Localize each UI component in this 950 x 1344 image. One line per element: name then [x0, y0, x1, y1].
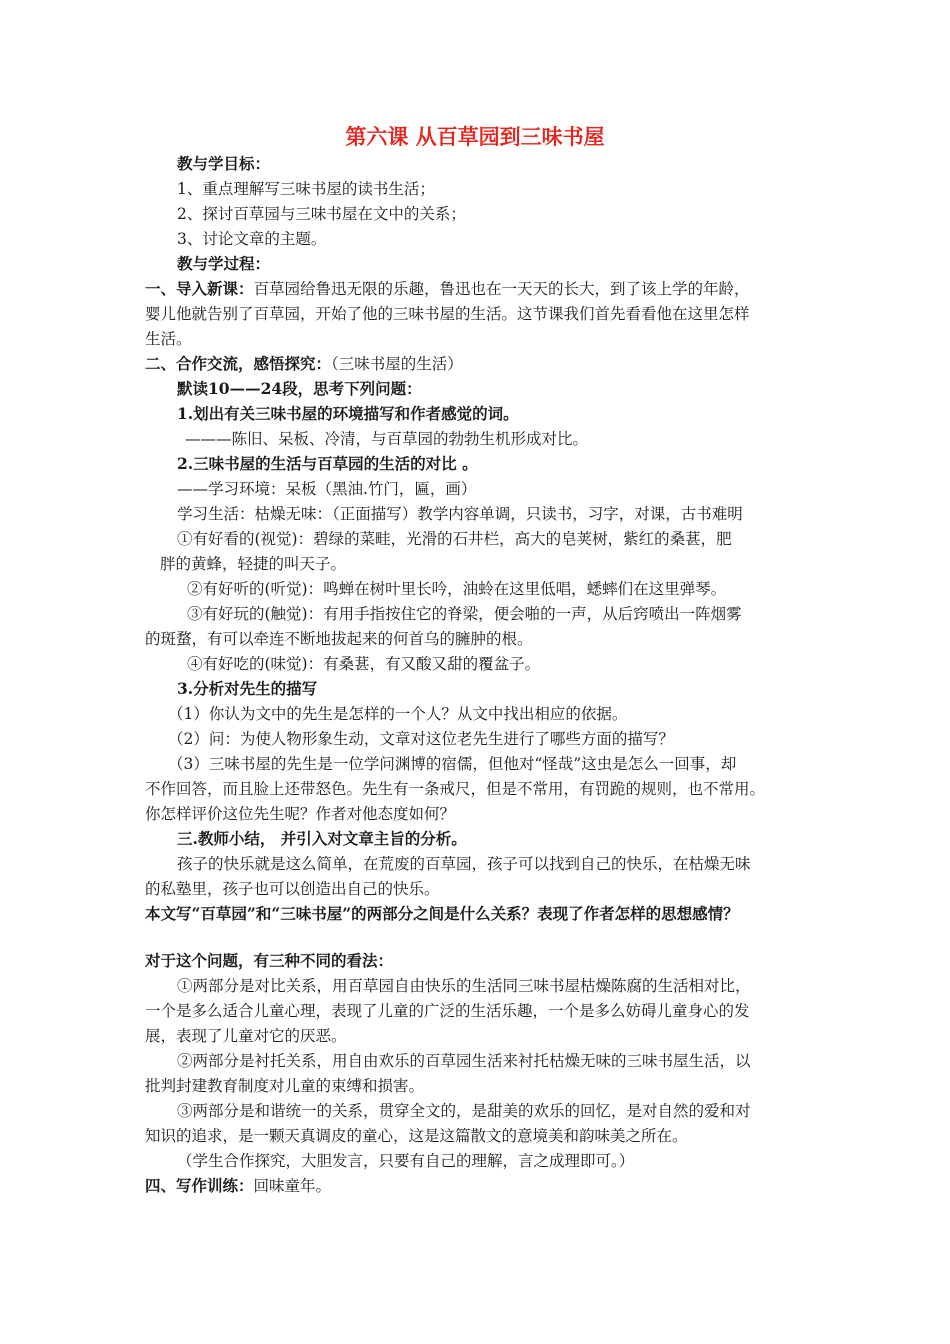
point-2: ②有好听的(听觉)：鸣蝉在树叶里长吟，油蛉在这里低唱，蟋蟀们在这里弹琴。	[187, 580, 727, 598]
summary-text: 孩子的快乐就是这么简单，在荒废的百草园，孩子可以找到自己的快乐，在枯燥无味	[177, 855, 751, 873]
question-2: 2.三味书屋的生活与百草园的生活的对比 。	[177, 454, 478, 473]
point-3: ③有好玩的(触觉)：有用手指按住它的脊梁，便会啪的一声，从后窍喷出一阵烟雾	[187, 605, 742, 623]
section-2-label: 二、合作交流，感悟探究：	[145, 354, 332, 373]
view-3: ③两部分是和谐统一的关系，贯穿全文的，是甜美的欢乐的回忆，是对自然的爱和对	[177, 1102, 751, 1120]
goals-heading: 教与学目标：	[177, 154, 271, 173]
section-4-line	[145, 1176, 331, 1196]
section-1-text: 百草园给鲁迅无限的乐趣，鲁迅也在一天天的长大，到了该上学的年龄，	[253, 280, 750, 298]
section-4-label: 四、写作训练：	[145, 1176, 254, 1195]
view-3: 知识的追求，是一颗天真调皮的童心，这是这篇散文的意境美和韵味美之所在。	[145, 1127, 688, 1145]
goal-item: 2、探讨百草园与三味书屋在文中的关系；	[177, 205, 466, 223]
views-heading: 对于这个问题，有三种不同的看法：	[145, 951, 394, 970]
sub-question-2: （2）问：为使人物形象生动，文章对这位老先生进行了哪些方面的描写？	[168, 730, 674, 748]
sub-question-3: （3）三味书屋的先生是一位学问渊博的宿儒，但他对“怪哉”这虫是怎么一回事，却	[168, 755, 737, 773]
goal-item: 3、讨论文章的主题。	[177, 230, 327, 248]
point-3: 的斑蝥，有可以牵连不断地拔起来的何首乌的臃肿的根。	[145, 630, 533, 648]
point-4: ④有好吃的(味觉)：有桑葚，有又酸又甜的覆盆子。	[187, 655, 541, 673]
section-1-text: 婴儿他就告别了百草园，开始了他的三味书屋的生活。这节课我们首先看看他在这里怎样	[145, 305, 750, 323]
view-1: ①两部分是对比关系，用百草园自由快乐的生活同三味书屋枯燥陈腐的生活相对比，	[177, 977, 751, 995]
section-2-line	[145, 354, 463, 374]
reading-instruction: 默读10——24段，思考下列问题：	[177, 379, 422, 398]
point-1: ①有好看的(视觉)：碧绿的菜畦，光滑的石井栏，高大的皂荚树，紫红的桑葚，肥	[177, 530, 732, 548]
point-1: 胖的黄蜂，轻捷的叫天子。	[160, 555, 347, 573]
section-1-text: 生活。	[145, 330, 192, 348]
view-2: 批判封建教育制度对儿童的束缚和损害。	[145, 1077, 425, 1095]
sub-question-1: （1）你认为文中的先生是怎样的一个人？从文中找出相应的依据。	[168, 705, 628, 723]
section-1-label: 一、导入新课：	[145, 279, 254, 298]
goal-item: 1、重点理解写三味书屋的读书生活；	[177, 180, 435, 198]
view-1: 一个是多么适合儿童心理，表现了儿童的广泛的生活乐趣，一个是多么妨碍儿童身心的发	[145, 1002, 750, 1020]
summary-text: 的私塾里，孩子也可以创造出自己的快乐。	[145, 880, 440, 898]
sub-question-3: 你怎样评价这位先生呢？作者对他态度如何？	[145, 805, 456, 823]
process-heading: 教与学过程：	[177, 254, 271, 273]
teacher-note: （学生合作探究，大胆发言，只要有自己的理解，言之成理即可。）	[177, 1152, 635, 1170]
sub-question-3: 不作回答，而且脸上还带怒色。先生有一条戒尺，但是不常用，有罚跪的规则，也不常用。	[145, 780, 766, 798]
view-2: ②两部分是衬托关系，用自由欢乐的百草园生活来衬托枯燥无味的三味书屋生活，以	[177, 1052, 751, 1070]
question-3: 3.分析对先生的描写	[177, 679, 318, 698]
answer-2: 学习生活：枯燥无味：（正面描写）教学内容单调，只读书，习字，对课，古书难明	[177, 505, 743, 523]
section-4-text: 回味童年。	[253, 1177, 332, 1195]
lesson-title: 第六课 从百草园到三味书屋	[345, 125, 605, 149]
theme-question: 本文写“百草园”和“三味书屋”的两部分之间是什么关系？表现了作者怎样的思想感情？	[145, 904, 739, 923]
section-1-line	[145, 279, 750, 299]
view-1: 展，表现了儿童对它的厌恶。	[145, 1027, 347, 1045]
section-3-label: 三.教师小结， 并引入对文章主旨的分析。	[177, 829, 467, 848]
answer-1: ———陈旧、呆板、冷清，与百草园的勃勃生机形成对比。	[185, 430, 589, 448]
question-1: 1.划出有关三味书屋的环境描写和作者感觉的词。	[177, 404, 519, 423]
answer-2: ——学习环境：呆板（黑油.竹门，匾，画）	[177, 480, 477, 498]
section-2-subtitle: （三味书屋的生活）	[331, 355, 463, 373]
